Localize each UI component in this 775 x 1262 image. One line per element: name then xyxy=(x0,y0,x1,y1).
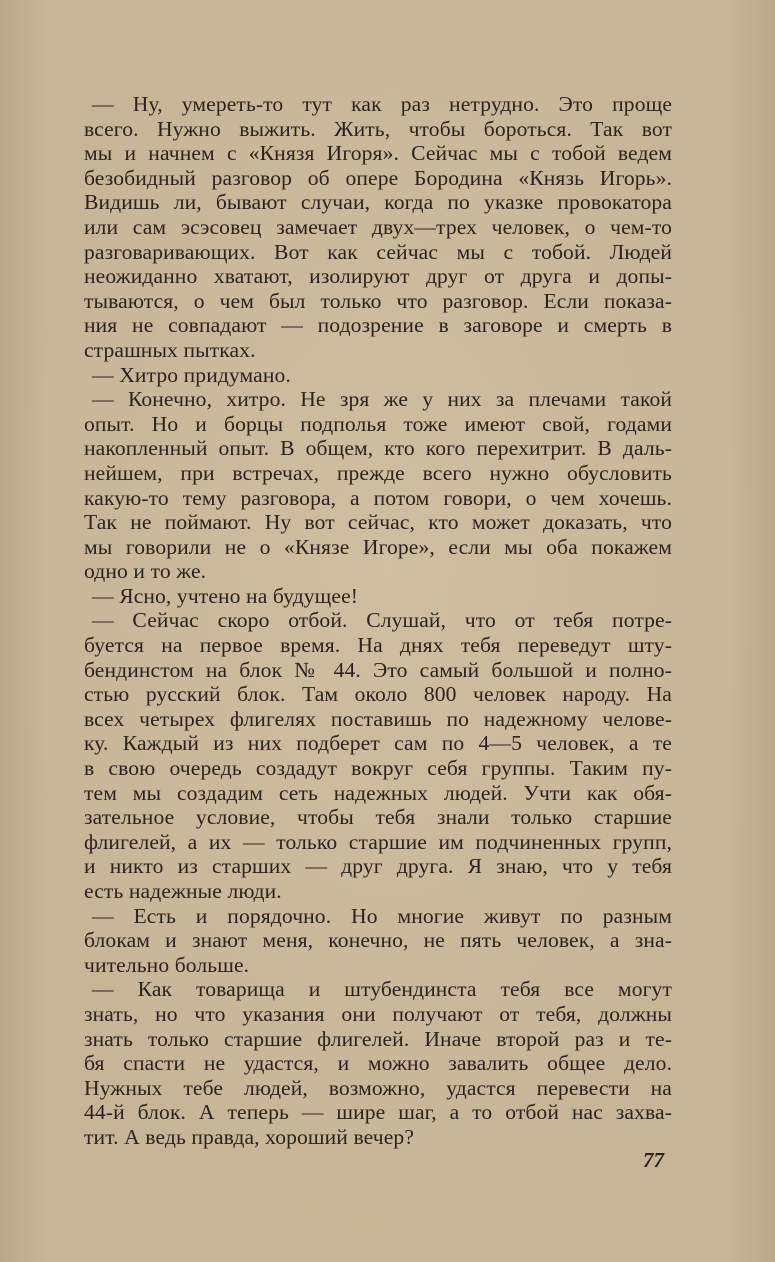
text-line: ку. Каждый из них подберет сам по 4—5 человек, а те xyxy=(84,731,672,756)
paragraph xyxy=(84,363,672,388)
text-line: опыт. Но и борцы подполья тоже имеют свой, годами xyxy=(84,411,672,436)
paragraph xyxy=(84,92,672,363)
text-line: нейшем, при встречах, прежде всего нужно обусловить xyxy=(84,460,672,485)
text-line: разговаривающих. Вот как сейчас мы с тобой. Людей xyxy=(84,239,672,264)
text-line: и никто из старших — друг друга. Я знаю, что у тебя xyxy=(84,854,672,879)
paragraph xyxy=(84,584,672,609)
text-line: чительно больше. xyxy=(84,952,250,977)
text-line: — Хитро придумано. xyxy=(92,362,291,387)
text-line: буется на первое время. На днях тебя переведут шту- xyxy=(84,633,672,658)
text-line: одно и то же. xyxy=(84,559,207,584)
text-line: мы и начнем с «Князя Игоря». Сейчас мы с тобой ведем xyxy=(84,141,672,166)
text-line: бендинстом на блок № 44. Это самый большой и полно- xyxy=(84,657,672,682)
text-line: какую-то тему разговора, а потом говори, о чем хочешь. xyxy=(84,485,672,510)
text-line: — Конечно, хитро. Не зря же у них за плечами такой xyxy=(92,387,672,412)
text-line: есть надежные люди. xyxy=(84,879,282,903)
text-line: Так не поймают. Ну вот сейчас, кто может доказать, что xyxy=(84,510,672,535)
text-line: — Ясно, учтено на будущее! xyxy=(92,583,359,608)
body-text xyxy=(84,92,672,1150)
text-line: в свою очередь создадут вокруг себя группы. Таким пу- xyxy=(84,756,672,781)
paragraph xyxy=(84,977,672,1149)
text-line: Нужных тебе людей, возможно, удастся перевести на xyxy=(84,1075,672,1100)
text-line: знать, но что указания они получают от тебя, должны xyxy=(84,1001,672,1026)
text-line: страшных пытках. xyxy=(84,337,256,362)
text-line: безобидный разговор об опере Бородина «Князь Игорь». xyxy=(84,165,672,190)
text-line: всех четырех флигелях поставишь по надежному челове- xyxy=(84,706,672,731)
text-line: — Есть и порядочно. Но многие живут по разным xyxy=(92,903,672,928)
text-line: стью русский блок. Там около 800 человек народу. На xyxy=(84,682,672,707)
text-line: — Сейчас скоро отбой. Слушай, что от тебя потре- xyxy=(92,608,672,633)
text-line: мы говорили не о «Князе Игоре», если мы оба покажем xyxy=(84,534,672,559)
text-line: ния не совпадают — подозрение в заговоре и смерть в xyxy=(84,313,672,338)
text-line: — Как товарища и штубендинста тебя все могут xyxy=(92,977,672,1002)
text-line: — Ну, умереть-то тут как раз нетрудно. Это проще xyxy=(92,92,672,116)
text-line: блокам и знают меня, конечно, не пять человек, а зна- xyxy=(84,928,672,953)
text-line: неожиданно хватают, изолируют друг от друга и допы- xyxy=(84,264,672,289)
text-line: тываются, о чем был только что разговор. Если показа- xyxy=(84,288,672,313)
text-line: накопленный опыт. В общем, кто кого перехитрит. В даль- xyxy=(84,436,672,461)
text-line: бя спасти не удастся, и можно завалить общее дело. xyxy=(84,1051,672,1076)
text-line: всего. Нужно выжить. Жить, чтобы бороться. Так вот xyxy=(84,116,672,141)
paragraph xyxy=(84,904,672,978)
text-line: Видишь ли, бывают случаи, когда по указке провокатора xyxy=(84,190,672,215)
text-line: тем мы создадим сеть надежных людей. Учти как обя- xyxy=(84,780,672,805)
text-line: знать только старшие флигелей. Иначе второй раз и те- xyxy=(84,1026,672,1051)
text-line: флигелей, а их — только старшие им подчиненных групп, xyxy=(84,829,672,854)
text-line: или сам эсэсовец замечает двух—трех человек, о чем-то xyxy=(84,214,672,239)
page-number: 77 xyxy=(643,1148,664,1172)
text-line: зательное условие, чтобы тебя знали только старшие xyxy=(84,805,672,830)
paragraph xyxy=(84,387,672,584)
paragraph xyxy=(84,608,672,903)
text-line: 44-й блок. А теперь — шире шаг, а то отбой нас захва- xyxy=(84,1100,672,1125)
text-line: тит. А ведь правда, хороший вечер? xyxy=(84,1124,415,1149)
